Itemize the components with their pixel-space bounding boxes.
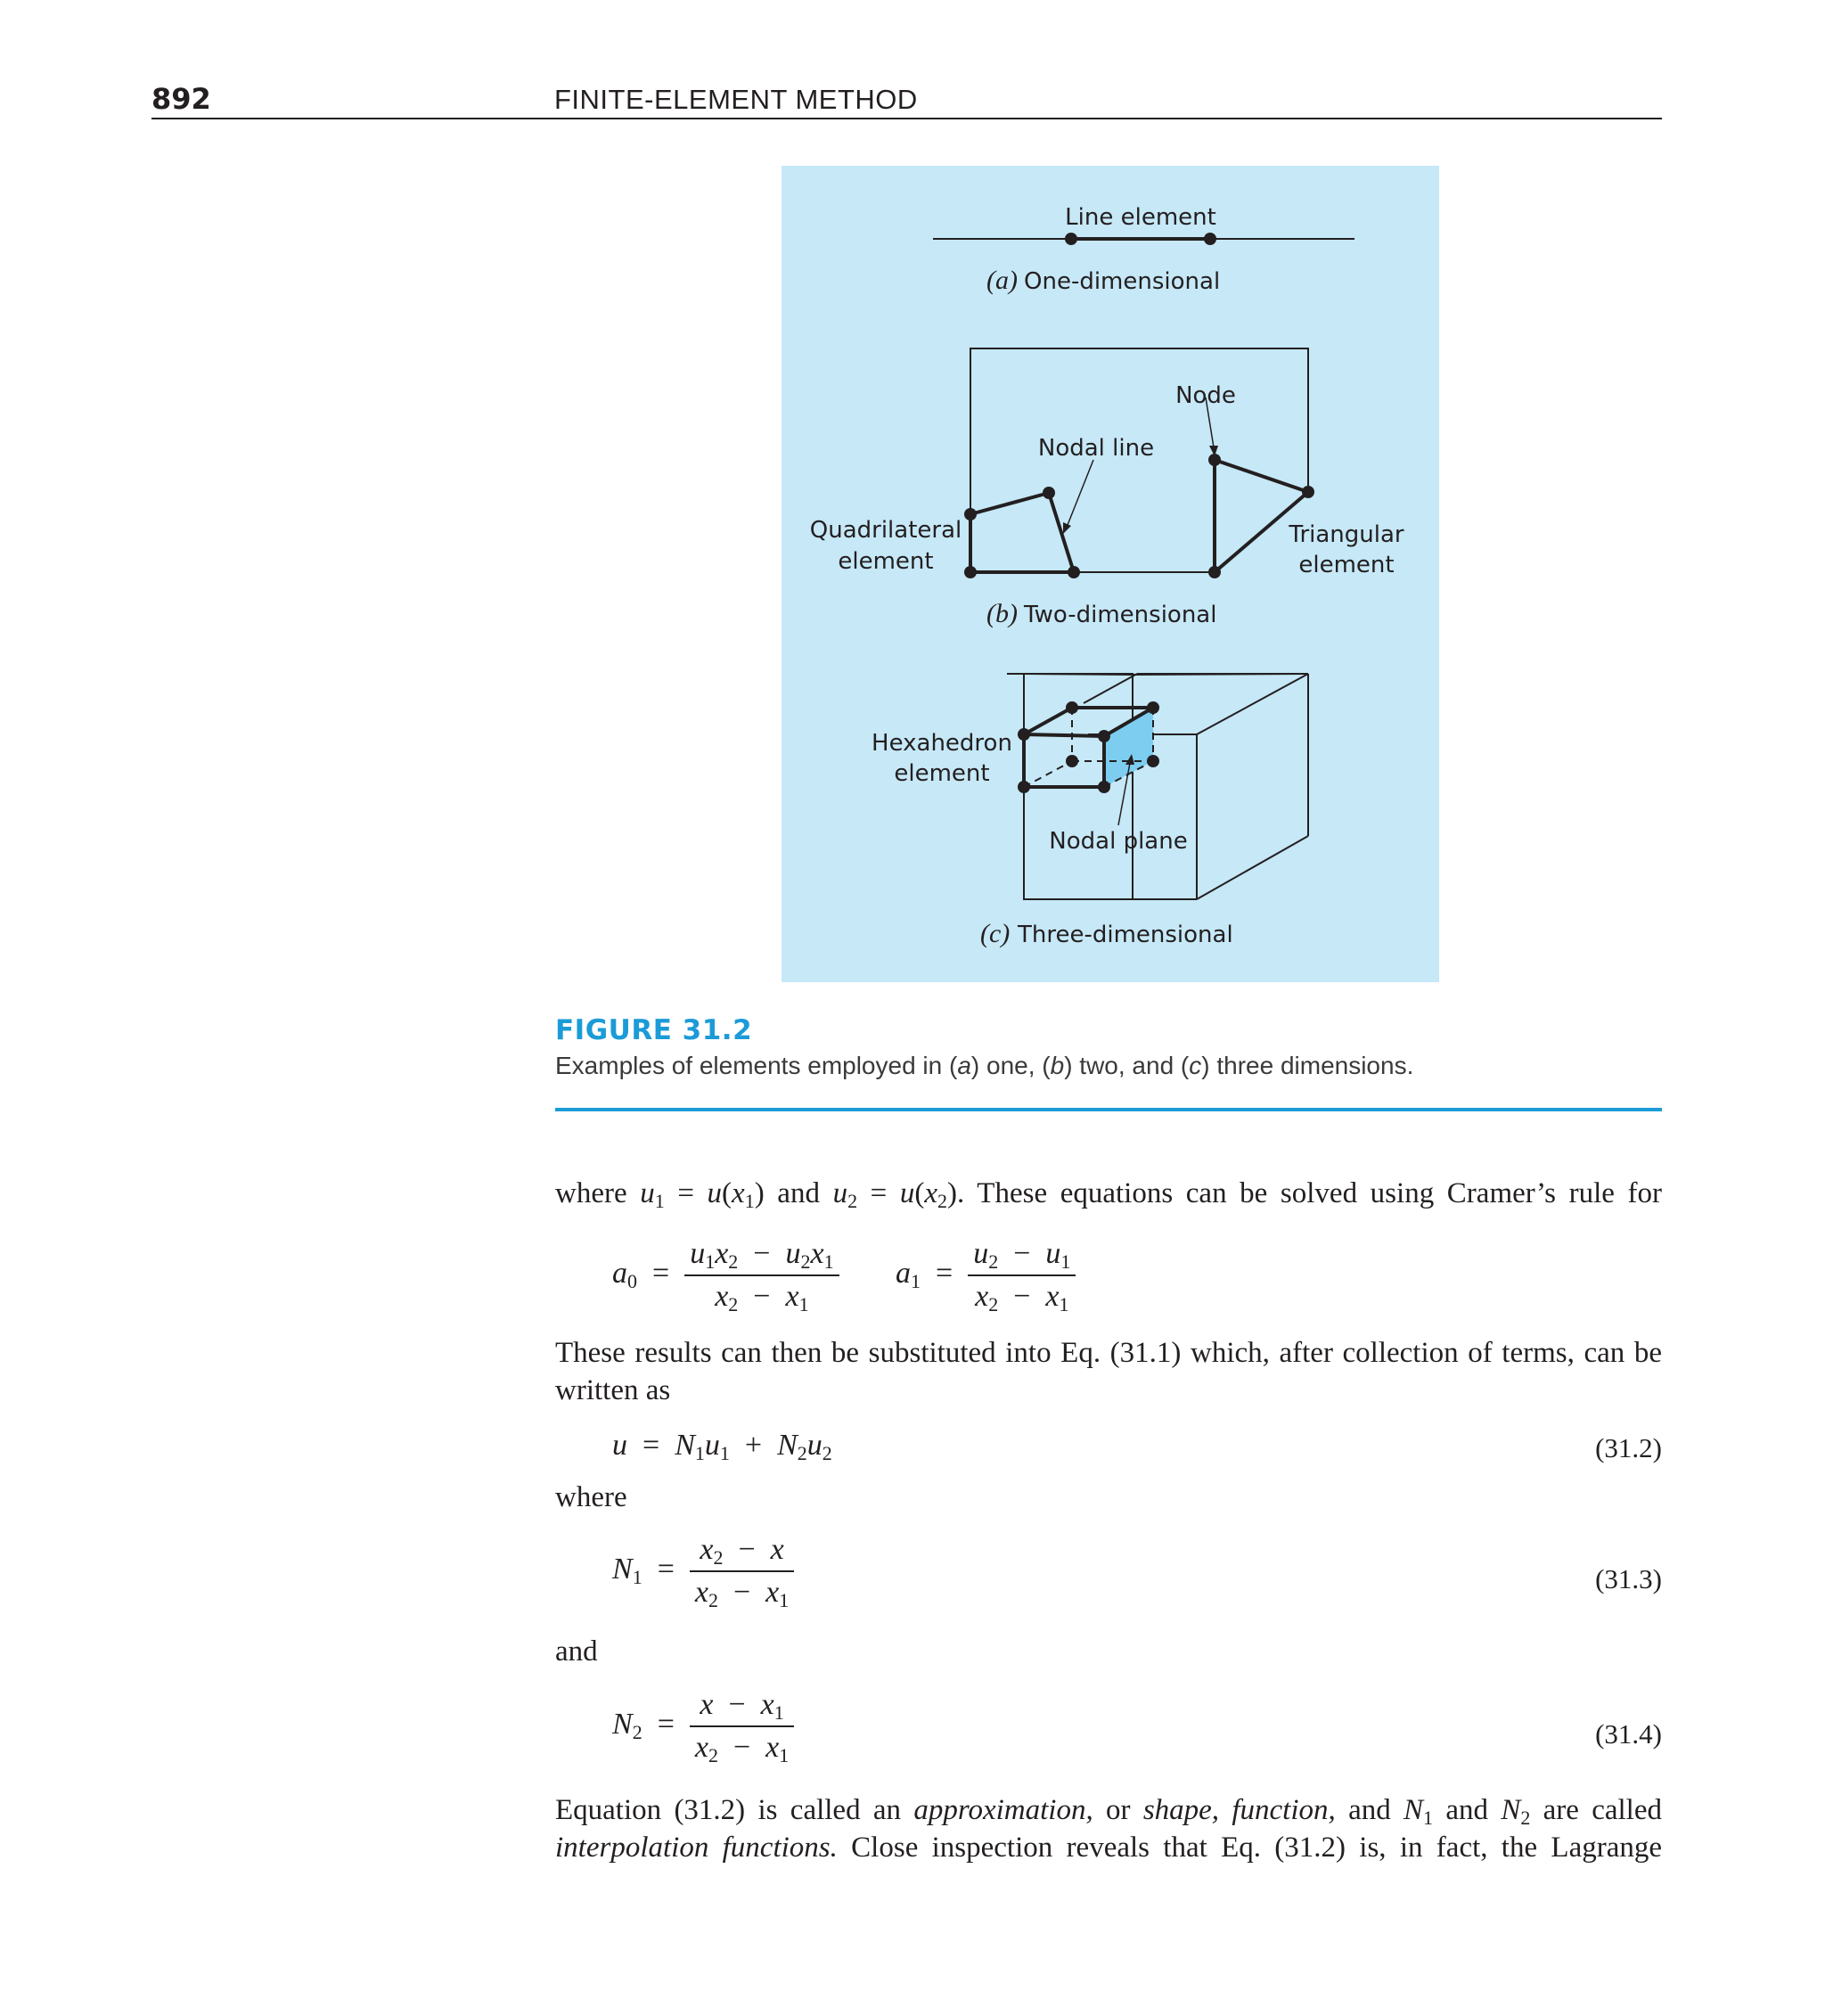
hexahedron-label-line1: Hexahedron [872,730,1012,757]
solid-box [872,674,1308,948]
caption-rule [555,1108,1662,1111]
page-number: 892 [151,82,211,116]
quadrilateral-label-line2: element [838,548,934,575]
line-element-label: Line element [1065,204,1216,231]
node-label: Node [1175,382,1236,409]
node-dot [1208,566,1221,578]
box-edge [1197,674,1308,734]
caption-b-letter: (b) [986,599,1018,628]
body-text: where [555,1481,627,1513]
nodal-line-label: Nodal line [1037,435,1155,462]
node-dot [1302,486,1314,498]
node-dot [964,508,977,520]
caption-c-letter: (c) [980,919,1011,948]
node-dot [1066,755,1078,767]
node-dot [1098,781,1110,793]
body-paragraph: These results can then be substituted into Eq. (31.1) which, after collection of terms, can be written as [555,1337,1662,1406]
caption-a-letter: (a) [986,266,1018,295]
equation-a1: $a_1$ = $\frac{u_2 - u_1}{x_2 - x_1}$ [896,1237,1076,1314]
equation-number: (31.4) [1595,1718,1662,1750]
quadrilateral-label-line1: Quadrilateral [809,517,962,544]
hexahedron-hidden-edge [1024,761,1072,787]
hexahedron-front-face [1024,734,1104,787]
box-edge [1084,674,1137,703]
equation-number: (31.3) [1595,1563,1662,1594]
header-rule [151,118,1662,119]
equation-31-3: $N_1$ = $\frac{x_2 - x}{x_2 - x_1}$ [612,1533,794,1610]
fraction: $\frac{u_2 - u_1}{x_2 - x_1}$ [968,1237,1076,1314]
running-head: FINITE-ELEMENT METHOD [554,84,918,115]
figure-number: FIGURE 31.2 [555,1014,753,1046]
quadrilateral-element [970,493,1074,572]
nodal-plane-label: Nodal plane [1049,828,1188,855]
node-dot [1204,233,1216,245]
equation-31-4: $N_2$ = $\frac{x - x_1}{x_2 - x_1}$ [612,1688,794,1765]
body-paragraph: interpolation functions. Close inspection reveals that Eq. (31.2) is, in fact, the Lagrange [555,1832,1663,1864]
box-edge [1197,836,1308,899]
triangular-label-line2: element [1298,552,1395,578]
nodal-line-leader [1068,460,1093,525]
triangular-label-line1: Triangular [1289,521,1404,548]
hexahedron-label-line2: element [894,760,990,787]
figure-diagram [782,166,1439,982]
node-dot [964,566,977,578]
two-dimensional-diagram [810,348,1404,628]
node-dot [1147,701,1159,714]
body-text: and [555,1635,598,1668]
caption-b-text: Two-dimensional [1024,602,1217,628]
node-dot [1068,566,1080,578]
caption-a-text: One-dimensional [1024,268,1221,295]
fraction: $\frac{x - x_1}{x_2 - x_1}$ [690,1688,794,1765]
nodal-line-arrowhead [1063,522,1071,534]
caption-c-text: Three-dimensional [1018,922,1233,948]
node-dot [1018,781,1030,793]
node-dot [1147,755,1159,767]
node-dot [1043,487,1055,499]
body-paragraph: Equation (31.2) is called an approximation, or shape, function, and $N_1$ and $N_2$ are called [555,1794,1662,1829]
line-element-diagram [933,204,1354,295]
figure-caption: Examples of elements employed in (a) one, (b) two, and (c) three dimensions. [555,1052,1414,1079]
node-dot [1018,728,1030,741]
node-dot [1066,701,1078,714]
node-dot [1098,730,1110,742]
triangular-element [1215,460,1308,572]
domain-boundary [970,348,1308,514]
equation-a0: $a_0$ = $\frac{u_1x_2 - u_2x_1}{x_2 - x_1}$ [612,1237,839,1314]
node-dot [1065,233,1077,245]
body-paragraph: where $u_1 = u(x_1)$ and $u_2 = u(x_2)$. These equations can be solved using Cramer’s rule for [555,1177,1662,1212]
fraction: $\frac{x_2 - x}{x_2 - x_1}$ [690,1533,794,1610]
fraction: $\frac{u_1x_2 - u_2x_1}{x_2 - x_1}$ [684,1237,839,1314]
equation-31-2: $u = N_1u_1 + N_2u_2$ [612,1429,832,1464]
equation-number: (31.2) [1595,1432,1662,1463]
nodal-plane-fill [1104,708,1153,787]
